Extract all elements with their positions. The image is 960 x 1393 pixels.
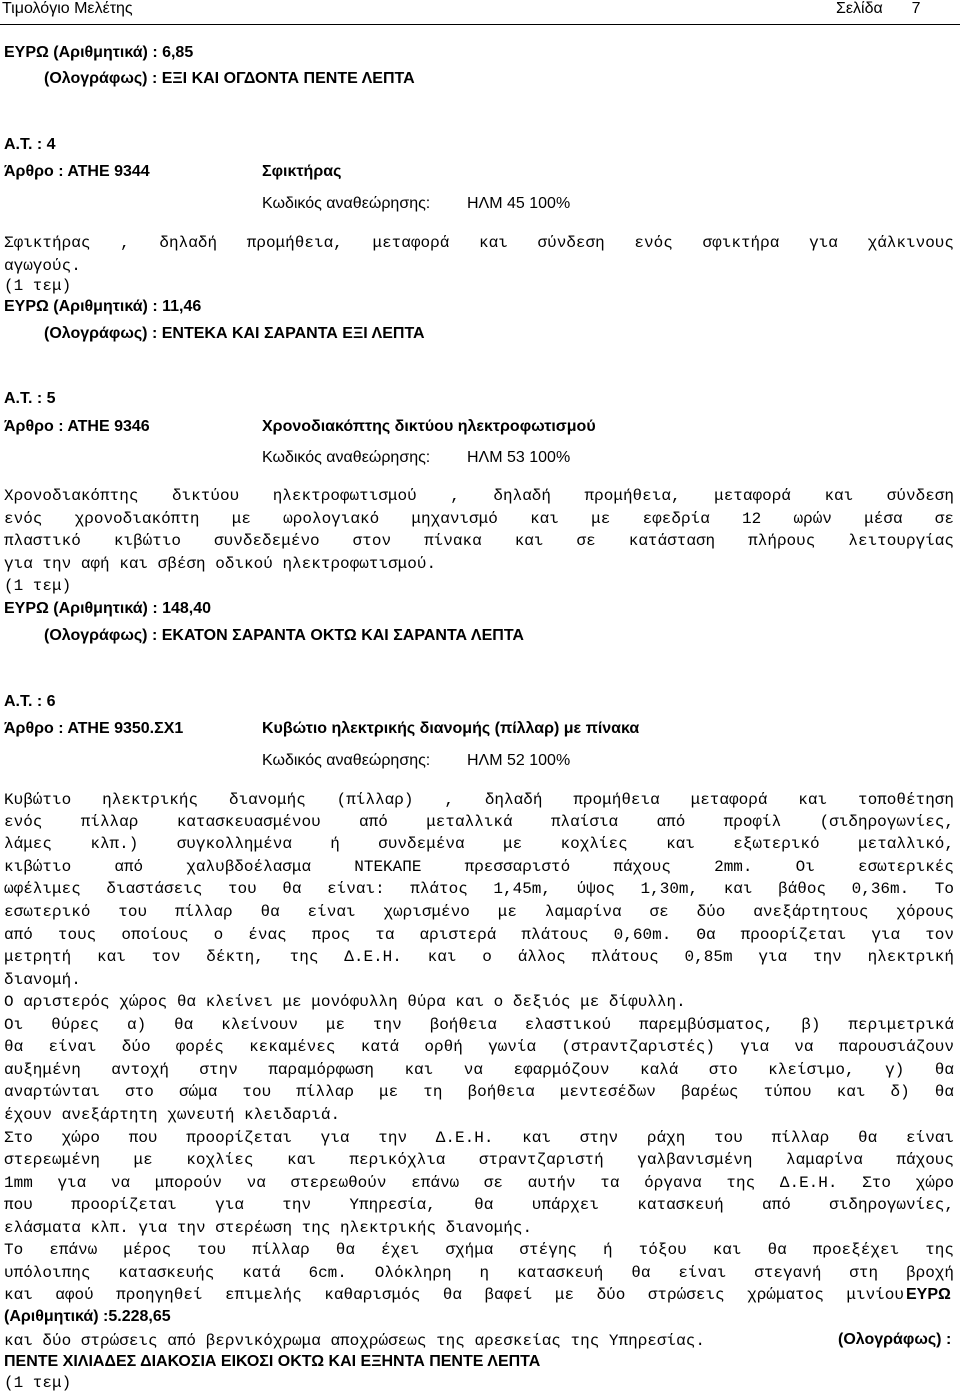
item-description-line: και αφού προηγηθεί επιμελής καθαρισμός θα βαφεί με δύο στρώσεις χρώματος μινίου [4, 1286, 904, 1304]
item-euro-numeric: (Αριθμητικά) :5.228,65 [4, 1308, 171, 1325]
item-euro-words-label: (Ολογράφως) : [838, 1331, 952, 1348]
item-description-line: Σφικτήρας , δηλαδή προμήθεια, μεταφορά και σύνδεση ενός σφικτήρα για χάλκινους [4, 234, 954, 252]
item-description-line: για την αφή και σβέση οδικού ηλεκτροφωτισμού. [4, 555, 437, 573]
item-description-line: μετρητή και τον δέκτη, της Δ.Ε.Η. και ο άλλος πλάτους 0,85m για την ηλεκτρική [4, 948, 954, 966]
item-description-line: ενός χρονοδιακόπτη με ωρολογιακό μηχανισμό και με εφεδρία 12 ωρών μέσα σε [4, 510, 954, 528]
revision-code-value: ΗΛΜ 53 100% [467, 449, 571, 466]
revision-code-label: Κωδικός αναθεώρησης: [262, 195, 431, 212]
item-description-line: και δύο στρώσεις από βερνικόχρωμα αποχρώσεως της αρεσκείας της Υπηρεσίας. [4, 1332, 705, 1350]
item-description-line: Στο χώρο που προορίζεται για την Δ.Ε.Η. και στην ράχη του πίλλαρ θα είναι [4, 1129, 954, 1147]
item-description-line: αυξημένη αντοχή στην παραμόρφωση και να εφαρμόζουν καλά στο κλείσιμο, γ) θα [4, 1061, 954, 1079]
item-euro-numeric: ΕΥΡΩ (Αριθμητικά) : 11,46 [4, 298, 202, 315]
item-at-number: Α.Τ. : 4 [4, 136, 56, 153]
revision-code-value: ΗΛΜ 52 100% [467, 752, 571, 769]
revision-code-value: ΗΛΜ 45 100% [467, 195, 571, 212]
document-title: Τιμολόγιο Μελέτης [2, 0, 133, 17]
item-description-line: αγωγούς. [4, 257, 81, 275]
item-description-line: λάμες κλπ.) συγκολλημένα ή συνδεμένα με κοχλίες και εξωτερικό μεταλλικό, [4, 835, 954, 853]
header-divider [0, 24, 960, 25]
item-description-line: αναρτώνται στο σώμα του πίλλαρ με τη βοήθεια μεντεσέδων βαρέως τύπου και δ) θα [4, 1083, 954, 1101]
item-description-line: έχουν ανεξάρτητη χωνευτή κλειδαριά. [4, 1106, 341, 1124]
item-at-number: Α.Τ. : 5 [4, 390, 56, 407]
item-article-code: Άρθρο : ΑΤΗΕ 9344 [4, 163, 150, 180]
item-title: Χρονοδιακόπτης δικτύου ηλεκτροφωτισμού [262, 418, 596, 435]
item-description-line: από τους οποίους ο ένας προς τα αριστερά πλάτους 0,60m. Θα προορίζεται για τον [4, 926, 954, 944]
item-description-line: ωφέλιμες διαστάσεις του θα είναι: πλάτος 1,45m, ύψος 1,30m, και βάθος 0,36m. Το [4, 880, 954, 898]
item-article-code: Άρθρο : ΑΤΗΕ 9346 [4, 418, 150, 435]
item-at-number: Α.Τ. : 6 [4, 693, 56, 710]
item-description-line: διανομή. [4, 971, 81, 989]
item-description-line: Κυβώτιο ηλεκτρικής διανομής (πίλλαρ) , δηλαδή προμήθεια μεταφορά και τοποθέτηση [4, 791, 954, 809]
item-unit: (1 τεμ) [4, 1374, 72, 1392]
item-title: Σφικτήρας [262, 163, 342, 180]
item-description-line: ελάσματα κλπ. για την στερέωση της ηλεκτρικής διανομής. [4, 1219, 533, 1237]
item-description-line: θα είναι δύο φορές κεκαμένες κατά ορθή γωνία (στραντζαριστές) για να παρουσιάζουν [4, 1038, 954, 1056]
item-description-line: πλαστικό κιβώτιο συνδεδεμένο στον πίνακα και σε κατάσταση πλήρους λειτουργίας [4, 532, 954, 550]
item-description-line: εσωτερικό του πίλλαρ θα είναι χωρισμένο με λαμαρίνα σε δύο ανεξάρτητους χόρους [4, 903, 954, 921]
item-unit: (1 τεμ) [4, 277, 72, 295]
item-article-code: Άρθρο : ΑΤΗΕ 9350.ΣΧ1 [4, 720, 184, 737]
page-label: Σελίδα [836, 0, 883, 17]
item-euro-label-inline: ΕΥΡΩ [906, 1286, 951, 1303]
item-description-line: που προορίζεται για την Υπηρεσία, θα υπάρχει κατασκευή από σιδηρογωνίες, [4, 1196, 954, 1214]
item-description-line: Χρονοδιακόπτης δικτύου ηλεκτροφωτισμού , δηλαδή προμήθεια, μεταφορά και σύνδεση [4, 487, 954, 505]
item-title: Κυβώτιο ηλεκτρικής διανομής (πίλλαρ) με πίνακα [262, 720, 640, 737]
page-number: 7 [911, 0, 921, 17]
item-description-line: Το επάνω μέρος του πίλλαρ θα έχει σχήμα στέγης ή τόξου και θα προεξέχει της [4, 1241, 954, 1259]
item-description-line: Ο αριστερός χώρος θα κλείνει με μονόφυλλη θύρα και ο δεξιός με δίφυλλη. [4, 993, 686, 1011]
item-euro-words: (Ολογράφως) : ΕΚΑΤΟΝ ΣΑΡΑΝΤΑ ΟΚΤΩ ΚΑΙ ΣΑΡΑΝΤΑ ΛΕΠΤΑ [44, 627, 524, 644]
item-description-line: 1mm για να μπορούν να στερεωθούν επάνω σε αυτήν τα όργανα της Δ.Ε.Η. Στο χώρο [4, 1174, 954, 1192]
item-description-line: Οι θύρες α) θα κλείνουν με την βοήθεια ελαστικού παρεμβύσματος, β) περιμετρικά [4, 1016, 954, 1034]
item-euro-numeric: ΕΥΡΩ (Αριθμητικά) : 148,40 [4, 600, 212, 617]
item-euro-words: (Ολογράφως) : ΕΝΤΕΚΑ ΚΑΙ ΣΑΡΑΝΤΑ ΕΞΙ ΛΕΠΤΑ [44, 325, 425, 342]
item-description-line: κιβώτιο από χαλυβδοέλασμα ΝΤΕΚΑΠΕ πρεσσαριστό πάχους 2mm. Οι εσωτερικές [4, 858, 954, 876]
item-description-line: υπόλοιπης κατασκευής κατά 6cm. Ολόκληρη η κατασκευή θα είναι στεγανή στη βροχή [4, 1264, 954, 1282]
item-euro-words: ΠΕΝΤΕ ΧΙΛΙΑΔΕΣ ΔΙΑΚΟΣΙΑ ΕΙΚΟΣΙ ΟΚΤΩ ΚΑΙ ΕΞΗΝΤΑ ΠΕΝΤΕ ΛΕΠΤΑ [4, 1353, 541, 1370]
prev-euro-words: (Ολογράφως) : ΕΞΙ ΚΑΙ ΟΓΔΟΝΤΑ ΠΕΝΤΕ ΛΕΠΤΑ [44, 70, 415, 87]
item-unit: (1 τεμ) [4, 577, 72, 595]
item-description-line: στερεωμένη με κοχλίες και περικόχλια στραντζαριστή γαλβανισμένη λαμαρίνα πάχους [4, 1151, 954, 1169]
revision-code-label: Κωδικός αναθεώρησης: [262, 752, 431, 769]
page-indicator [836, 0, 921, 18]
prev-euro-numeric: ΕΥΡΩ (Αριθμητικά) : 6,85 [4, 44, 194, 61]
item-description-line: ενός πίλλαρ κατασκευασμένου από μεταλλικά πλαίσια από προφίλ (σιδηρογωνίες, [4, 813, 954, 831]
revision-code-label: Κωδικός αναθεώρησης: [262, 449, 431, 466]
